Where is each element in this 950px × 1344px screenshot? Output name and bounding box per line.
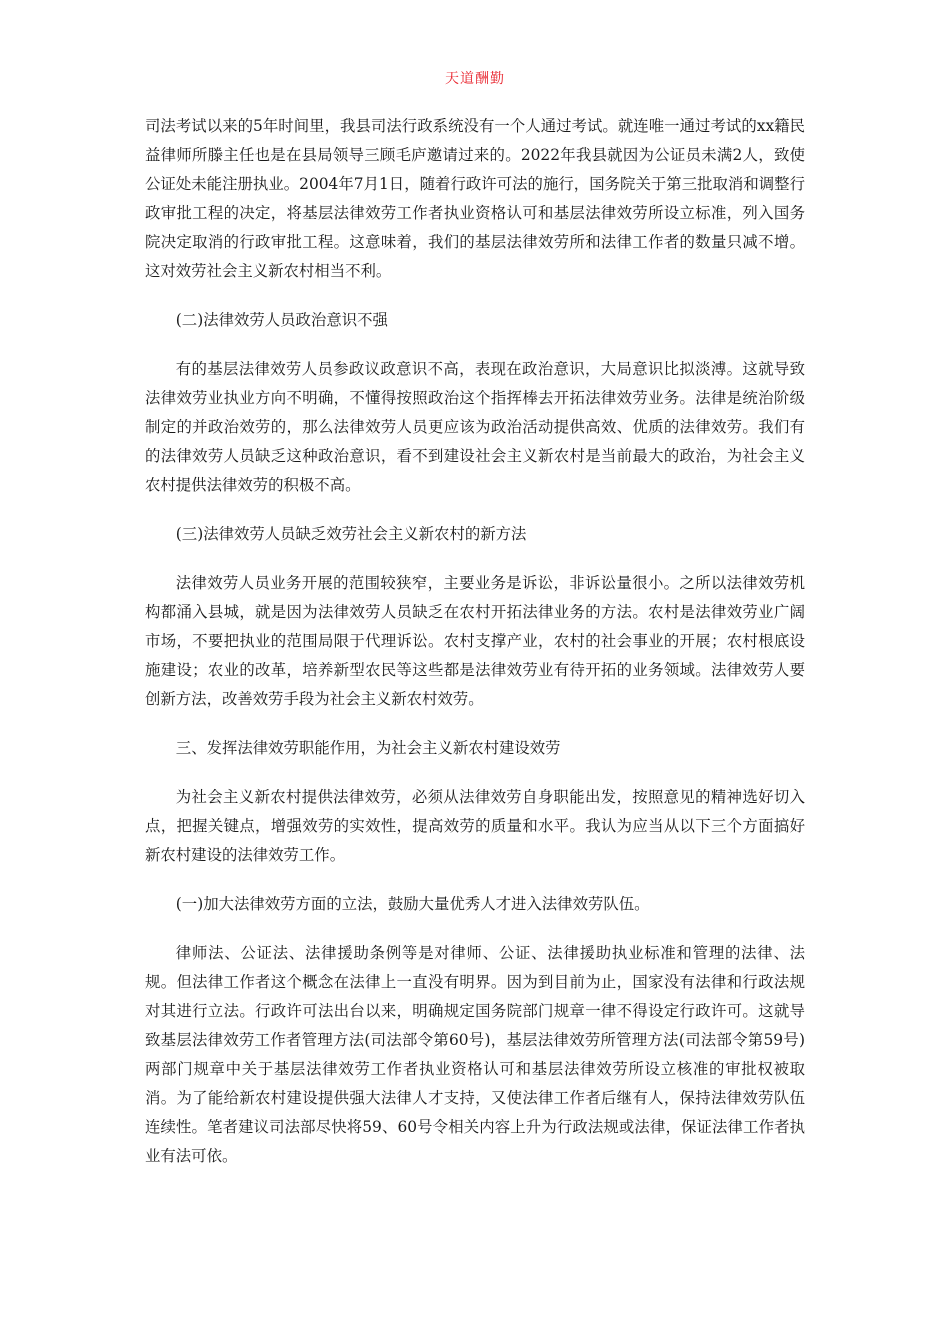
section-heading: (三)法律效劳人员缺乏效劳社会主义新农村的新方法 bbox=[175, 525, 527, 543]
body-paragraph: 为社会主义新农村提供法律效劳，必须从法律效劳自身职能出发，按照意见的精神选好切入点，把握关键点，增强效劳的实效性，提高效劳的质量和水平。我认为应当从以下三个方面搞好新农村建设的法律效劳工作。 bbox=[145, 788, 805, 864]
section-heading: (一)加大法律效劳方面的立法，鼓励大量优秀人才进入法律效劳队伍。 bbox=[175, 895, 650, 913]
document-body bbox=[145, 112, 805, 1191]
body-paragraph: 法律效劳人员业务开展的范围较狭窄，主要业务是诉讼，非诉讼量很小。之所以法律效劳机构都涌入县城，就是因为法律效劳人员缺乏在农村开拓法律业务的方法。农村是法律效劳业广阔市场，不要把执业的范围局限于代理诉讼。农村支撑产业，农村的社会事业的开展；农村根底设施建设；农业的改革，培养新型农民等这些都是法律效劳业有待开拓的业务领域。法律效劳人要创新方法，改善效劳手段为社会主义新农村效劳。 bbox=[145, 574, 805, 708]
body-paragraph: 有的基层法律效劳人员参政议政意识不高，表现在政治意识，大局意识比拟淡溥。这就导致法律效劳业执业方向不明确，不懂得按照政治这个指挥棒去开拓法律效劳业务。法律是统治阶级制定的并政治效劳的，那么法律效劳人员更应该为政治活动提供高效、优质的法律效劳。我们有的法律效劳人员缺乏这种政治意识，看不到建设社会主义新农村是当前最大的政治，为社会主义农村提供法律效劳的积极不高。 bbox=[145, 360, 805, 494]
body-paragraph: 司法考试以来的5年时间里，我县司法行政系统没有一个人通过考试。就连唯一通过考试的xx籍民益律师所滕主任也是在县局领导三顾毛庐邀请过来的。2022年我县就因为公证员未满2人，致使公证处未能注册执业。2004年7月1日，随着行政许可法的施行，国务院关于第三批取消和调整行政审批工程的决定，将基层法律效劳工作者执业资格认可和基层法律效劳所设立标准，列入国务院决定取消的行政审批工程。这意味着，我们的基层法律效劳所和法律工作者的数量只减不增。这对效劳社会主义新农村相当不利。 bbox=[145, 117, 805, 280]
section-heading: 三、发挥法律效劳职能作用，为社会主义新农村建设效劳 bbox=[175, 739, 561, 757]
page-header: 天道酬勤 bbox=[445, 71, 505, 87]
body-paragraph: 律师法、公证法、法律援助条例等是对律师、公证、法律援助执业标准和管理的法律、法规。但法律工作者这个概念在法律上一直没有明界。因为到目前为止，国家没有法律和行政法规对其进行立法。行政许可法出台以来，明确规定国务院部门规章一律不得设定行政许可。这就导致基层法律效劳工作者管理方法(司法部令第60号)，基层法律效劳所管理方法(司法部令第59号)两部门规章中关于基层法律效劳工作者执业资格认可和基层法律效劳所设立核准的审批权被取消。为了能给新农村建设提供强大法律人才支持，又使法律工作者后继有人，保持法律效劳队伍连续性。笔者建议司法部尽快将59、60号令相关内容上升为行政法规或法律，保证法律工作者执业有法可依。 bbox=[145, 944, 805, 1165]
section-heading: (二)法律效劳人员政治意识不强 bbox=[175, 311, 388, 329]
